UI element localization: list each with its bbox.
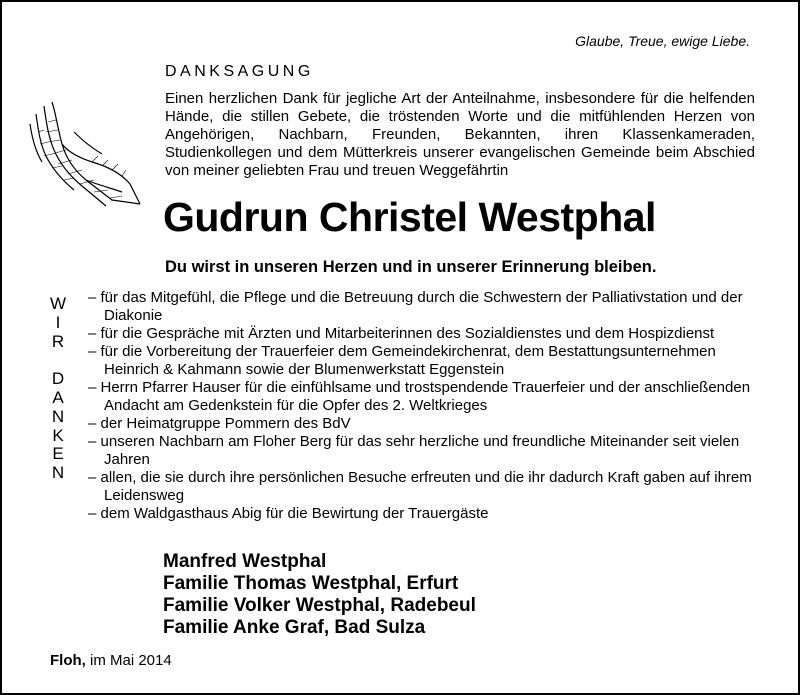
subtitle: Du wirst in unseren Herzen und in unserer Erinnerung bleiben. (165, 258, 657, 276)
vertical-letter: W (49, 294, 67, 313)
vertical-letter: K (52, 425, 64, 445)
vertical-letter: R (51, 331, 65, 351)
praying-hands-icon (22, 92, 152, 212)
signer: Familie Thomas Westphal, Erfurt (163, 573, 459, 594)
thanks-item: – der Heimatgruppe Pommern des BdV (88, 415, 351, 432)
vertical-letter: N (51, 463, 65, 483)
thanks-item: – unseren Nachbarn am Floher Berg für das sehr herzliche und freundliche Miteinander seit vielen Jahren (88, 433, 740, 468)
footer-place: Floh, (50, 652, 86, 669)
vertical-letter: A (52, 387, 64, 407)
vertical-letter: I (55, 312, 61, 332)
vertical-wir-danken (44, 295, 72, 483)
thanks-item: – für die Gespräche mit Ärzten und Mitarbeiterinnen des Sozialdienstes und dem Hospizdienst (88, 325, 715, 342)
thanks-item: – für die Vorbereitung der Trauerfeier dem Gemeindekirchenrat, dem Bestattungsunternehmen Heinrich & Kahmann sowie der Blumenwerkstatt Eggenstein (88, 343, 716, 378)
vertical-letter (44, 351, 72, 370)
signers (163, 551, 476, 639)
vertical-letter: D (51, 369, 65, 389)
heading: DANKSAGUNG (165, 63, 314, 80)
deceased-name: Gudrun Christel Westphal (163, 194, 656, 240)
footer (50, 652, 172, 669)
thanks-item: – Herrn Pfarrer Hauser für die einfühlsame und trostspendende Trauerfeier und der anschließenden Andacht am Gedenkstein für die Opfer des 2. Weltkrieges (88, 379, 751, 414)
footer-date: im Mai 2014 (90, 652, 172, 669)
signer: Familie Volker Westphal, Radebeul (163, 595, 476, 616)
vertical-letter: N (51, 406, 65, 426)
thanks-item: – dem Waldgasthaus Abig für die Bewirtung der Trauergäste (88, 505, 489, 522)
vertical-letter: E (52, 444, 64, 464)
thanks-item: – allen, die sie durch ihre persönlichen Besuche erfreuten und die ihr dadurch Kraft gaben auf ihrem Leidensweg (88, 469, 752, 504)
signer: Manfred Westphal (163, 551, 327, 572)
signer: Familie Anke Graf, Bad Sulza (163, 617, 426, 638)
thanks-list (88, 289, 753, 523)
thanks-item: – für das Mitgefühl, die Pflege und die Betreuung durch die Schwestern der Palliativstation und der Diakonie (88, 289, 743, 324)
intro-text: Einen herzlichen Dank für jegliche Art der Anteilnahme, insbesondere für die helfenden Hände, die stillen Gebete, die tröstenden Worte und die mitfühlenden Herzen von Angehörigen, Nachbarn, Freunden, Bekannten, ihren Klassenkameraden, Studienkollegen und dem Mütterkreis unserer evangelischen Gemeinde beim Abschied von meiner geliebten Frau und treuen Weggefährtin (165, 90, 755, 179)
motto: Glaube, Treue, ewige Liebe. (575, 33, 750, 49)
